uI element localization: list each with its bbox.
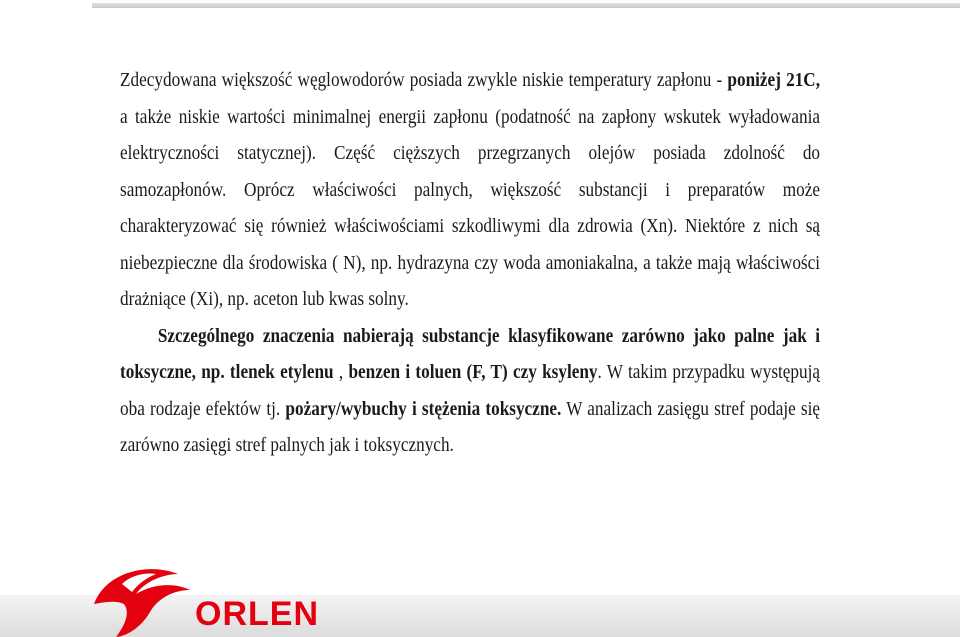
top-divider [92, 3, 960, 8]
text-span: a także niskie wartości minimalnej energii zapłonu (podatność na zapłony wskutek wyładowania elektryczności statycznej). Część cięższych przegrzanych olejów posiada zdolność do samozapłonów. Oprócz właściwości palnych, większość substancji i preparatów może charakteryzować się również właściwościami szkodliwymi dla zdrowia (Xn). Niektóre z nich są niebezpieczne dla środowiska ( N), np. hydrazyna czy woda amoniakalna, a także mają właściwości drażniące (Xi), np. aceton lub kwas solny. [120, 105, 821, 310]
text-span-bold: Szczególnego znaczenia nabierają substancje klasyfikowane zarówno jako palne jak i toksyczne, np. tlenek etylenu [120, 324, 821, 383]
text-span: Zdecydowana większość węglowodorów posiada zwykle niskie temperatury zapłonu - [120, 69, 728, 91]
paragraph-flammability [120, 62, 820, 318]
text-span-bold: benzen i toluen (F, T) czy ksyleny [348, 361, 598, 383]
text-span: W analizach zasięgu stref podaje się zarówno zasięgi stref palnych jak i toksycznych. [120, 397, 821, 456]
text-span-bold: pożary/wybuchy i stężenia toksyczne. [285, 397, 562, 420]
slide-text [120, 62, 820, 464]
text-span-bold: poniżej 21C, [727, 69, 821, 91]
paragraph-toxicity [120, 318, 820, 464]
text-span: . W takim przypadku występują oba rodzaje efektów tj. [120, 361, 821, 420]
text-span: , [333, 361, 349, 383]
orlen-logo-text: ORLEN [195, 595, 319, 633]
